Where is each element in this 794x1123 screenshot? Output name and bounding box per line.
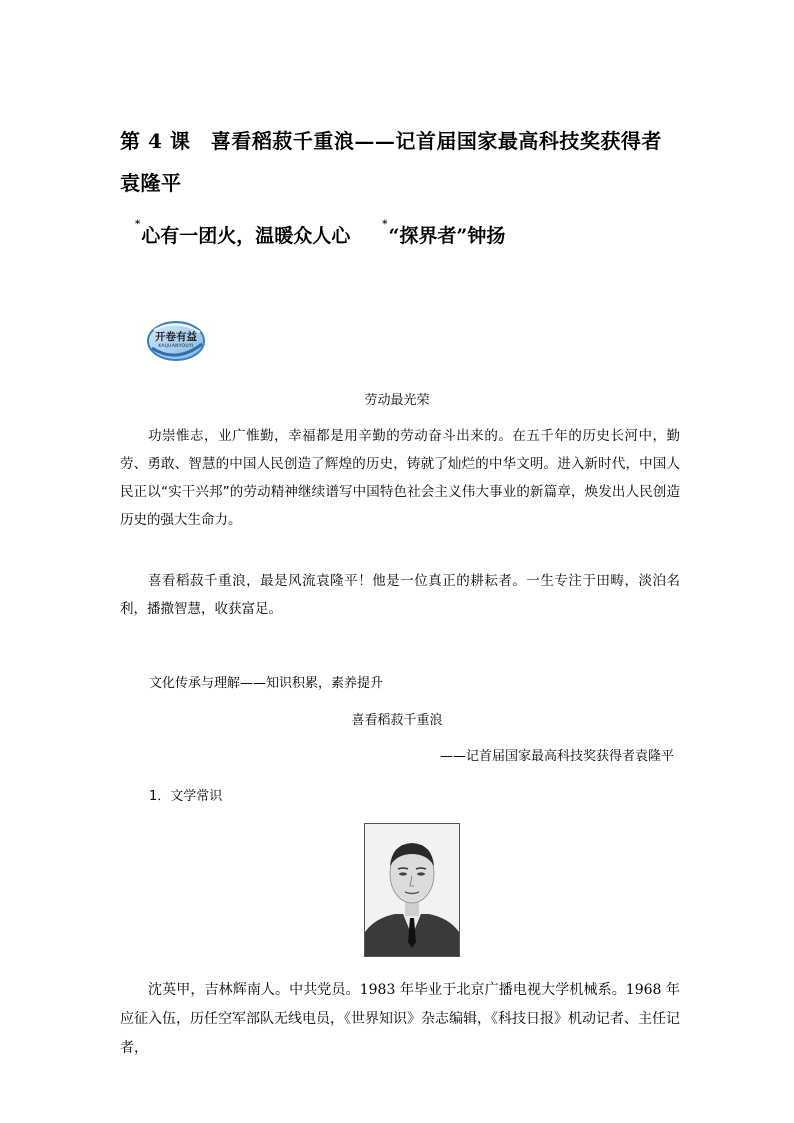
subtitle-marker-2: * [382,219,388,230]
intro-paragraph-1: 功崇惟志，业广惟勤，幸福都是用辛勤的劳动奋斗出来的。在五千年的历史长河中，勤劳、勇敢、智慧的中国人民创造了辉煌的历史，铸就了灿烂的中华文明。进入新时代，中国人民正以“实干兴邦”的劳动精神继续谱写中国特色社会主义伟大事业的新篇章，焕发出人民创造历史的强大生命力。 [120,428,680,528]
author-portrait-photo [364,823,460,957]
intro-heading: 劳动最光荣 [364,393,430,408]
article-byline: ——记首届国家最高科技奖获得者袁隆平 [439,749,674,764]
kaijuanyouyi-badge-icon [146,320,206,362]
badge-text: 开卷有益 [155,331,197,343]
author-paragraph: 沈英甲，吉林辉南人。中共党员。1983 年毕业于北京广播电视大学机械系。1968 年应征入伍，历任空军部队无线电员，《世界知识》杂志编辑，《科技日报》机动记者、主任记者， [120,982,680,1056]
lesson-subtitle [135,221,505,248]
badge-pinyin: KAIJUANYOUYI [158,344,194,349]
item-1-heading: 1．文学常识 [149,789,223,804]
section-heading: 文化传承与理解——知识积累，素养提升 [149,676,384,691]
article-title: 喜看稻菽千重浪 [351,713,443,728]
subtitle-part-2: “探界者”钟扬 [388,225,506,247]
intro-paragraph-2: 喜看稻菽千重浪，最是风流袁隆平！他是一位真正的耕耘者。一生专注于田畴，淡泊名利，播撒智慧，收获富足。 [120,573,680,617]
subtitle-part-1: 心有一团火，温暖众人心 [141,225,351,247]
lesson-title: 第 4 课 喜看稻菽千重浪——记首届国家最高科技奖获得者袁隆平 [120,129,662,195]
subtitle-marker-1: * [135,219,141,230]
